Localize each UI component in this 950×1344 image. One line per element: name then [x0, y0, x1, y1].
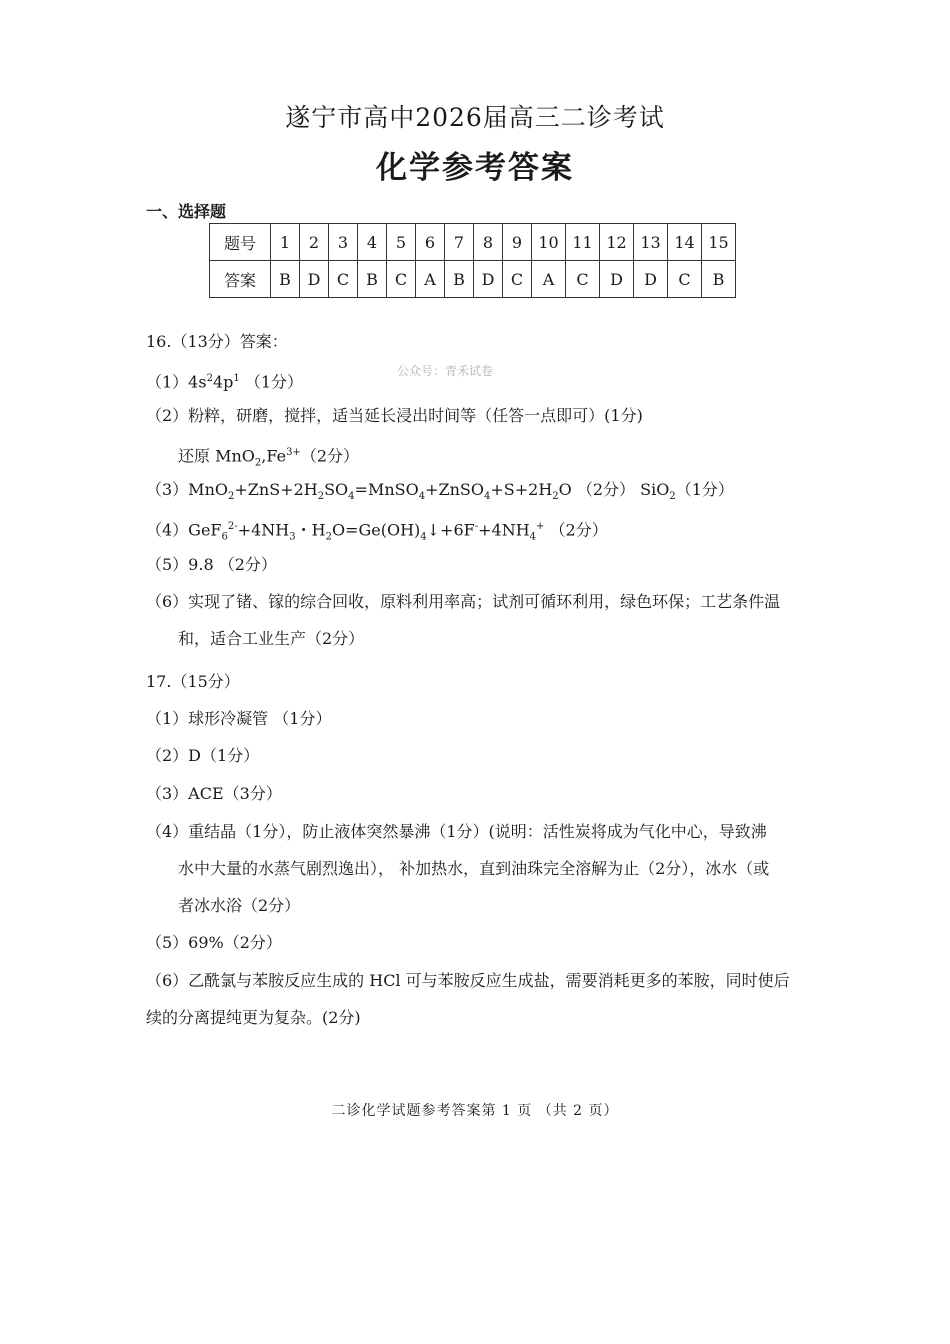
text-fragment: +ZnSO [425, 480, 484, 499]
answer-cell: B [271, 261, 300, 298]
text-fragment: ,Fe [261, 446, 287, 466]
superscript: 2 [206, 373, 213, 384]
subscript: 3 [289, 531, 296, 543]
question-number-cell: 15 [702, 224, 736, 261]
answer-cell: C [387, 261, 416, 298]
q16-part5: （5）9.8 （2分） [146, 555, 277, 574]
subscript: 6 [221, 531, 228, 543]
q17-part2: （2）D（1分） [146, 746, 260, 765]
text-fragment: +ZnS+2H [234, 480, 318, 499]
q17-part6-cont: 续的分离提纯更为复杂。(2分) [146, 1008, 361, 1027]
subscript: 2 [228, 491, 235, 503]
text-fragment: ・H [295, 520, 326, 540]
subscript: 4 [420, 531, 427, 543]
text-fragment: +S+2H [490, 480, 553, 499]
answer-cell: C [503, 261, 532, 298]
text-fragment: （1分） [675, 480, 734, 499]
subscript: 4 [348, 491, 355, 503]
q16-part2: （2）粉粹，研磨，搅拌，适当延长浸出时间等（任答一点即可）(1分) [146, 406, 643, 425]
text-fragment: SO [324, 480, 349, 499]
question-number-cell: 6 [416, 224, 445, 261]
q17-part6: （6）乙酰氯与苯胺反应生成的 HCl 可与苯胺反应生成盐，需要消耗更多的苯胺，同时使后 [146, 971, 790, 990]
answer-row [210, 261, 736, 298]
text-fragment: ↓+6F [426, 520, 475, 540]
superscript: - [474, 521, 479, 532]
text-fragment: 4p [212, 372, 234, 392]
answer-cell: C [668, 261, 702, 298]
q17-part1: （1）球形冷凝管 （1分） [146, 709, 332, 728]
answer-cell: A [532, 261, 566, 298]
subscript: 2 [325, 531, 332, 543]
row-label-number: 题号 [210, 224, 271, 261]
text-fragment: O （2分） SiO [558, 480, 670, 499]
question-number-row [210, 224, 736, 261]
q16-header: 16.（13分）答案： [146, 332, 288, 351]
q17-part4-cont1: 水中大量的水蒸气剧烈逸出）， 补加热水，直到油珠完全溶解为止（2分），冰水（或 [178, 859, 770, 878]
question-number-cell: 12 [600, 224, 634, 261]
page-footer: 二诊化学试题参考答案第 1 页 （共 2 页） [331, 1103, 619, 1119]
subscript: 4 [483, 491, 491, 503]
answer-cell: C [329, 261, 358, 298]
superscript: 2- [227, 521, 238, 532]
text-fragment: 还原 MnO [178, 446, 255, 466]
text-fragment: （1分） [239, 372, 304, 392]
q17-part5: （5）69%（2分） [146, 933, 282, 952]
answer-cell: B [702, 261, 736, 298]
superscript: 3+ [286, 447, 301, 458]
subscript: 2 [552, 491, 559, 503]
text-fragment: O=Ge(OH) [331, 520, 421, 540]
exam-title: 遂宁市高中2026届高三二诊考试 [285, 103, 665, 132]
text-fragment: =MnSO [354, 480, 419, 499]
subscript: 2 [254, 457, 262, 469]
text-fragment: （4）GeF [146, 520, 222, 540]
answer-cell: C [566, 261, 600, 298]
subscript: 4 [529, 531, 537, 543]
question-number-cell: 2 [300, 224, 329, 261]
text-fragment: （3）MnO [146, 480, 228, 499]
q17-part4: （4）重结晶（1分），防止液体突然暴沸（1分）(说明：活性炭将成为气化中心，导致沸 [146, 822, 767, 841]
text-fragment: +4NH [237, 520, 290, 540]
question-number-cell: 8 [474, 224, 503, 261]
section-heading-multiple-choice: 一、选择题 [146, 202, 227, 221]
superscript: + [536, 521, 545, 532]
answer-cell: D [474, 261, 503, 298]
question-number-cell: 5 [387, 224, 416, 261]
answer-cell: B [445, 261, 474, 298]
q17-header: 17.（15分） [146, 672, 240, 691]
q16-part3 [146, 480, 734, 507]
subscript: 4 [418, 491, 426, 503]
question-number-cell: 11 [566, 224, 600, 261]
answer-cell: A [416, 261, 445, 298]
q16-part4 [146, 517, 608, 548]
q17-part4-cont2: 者冰水浴（2分） [178, 896, 301, 915]
watermark-text: 公众号：青禾试卷 [397, 364, 494, 378]
question-number-cell: 3 [329, 224, 358, 261]
subscript: 2 [317, 491, 325, 503]
superscript: 1 [233, 373, 240, 384]
answer-table [209, 223, 736, 298]
text-fragment: （1）4s [146, 372, 207, 392]
q16-part6: （6）实现了锗、镓的综合回收，原料利用率高；试剂可循环利用，绿色环保；工艺条件温 [146, 592, 781, 611]
text-fragment: （2分） [300, 446, 359, 466]
answer-key-title: 化学参考答案 [376, 150, 574, 186]
question-number-cell: 4 [358, 224, 387, 261]
text-fragment: （2分） [544, 520, 608, 540]
question-number-cell: 10 [532, 224, 566, 261]
answer-cell: D [600, 261, 634, 298]
text-fragment: +4NH [478, 520, 530, 540]
q17-part3: （3）ACE（3分） [146, 784, 282, 803]
answer-cell: D [300, 261, 329, 298]
question-number-cell: 14 [668, 224, 702, 261]
answer-cell: D [634, 261, 668, 298]
question-number-cell: 9 [503, 224, 532, 261]
question-number-cell: 7 [445, 224, 474, 261]
subscript: 2 [669, 491, 676, 503]
answer-cell: B [358, 261, 387, 298]
q16-part1 [146, 369, 303, 392]
q16-part6-cont: 和，适合工业生产（2分） [178, 629, 365, 648]
question-number-cell: 13 [634, 224, 668, 261]
question-number-cell: 1 [271, 224, 300, 261]
q16-part2-cont [178, 443, 359, 474]
row-label-answer: 答案 [210, 261, 271, 298]
